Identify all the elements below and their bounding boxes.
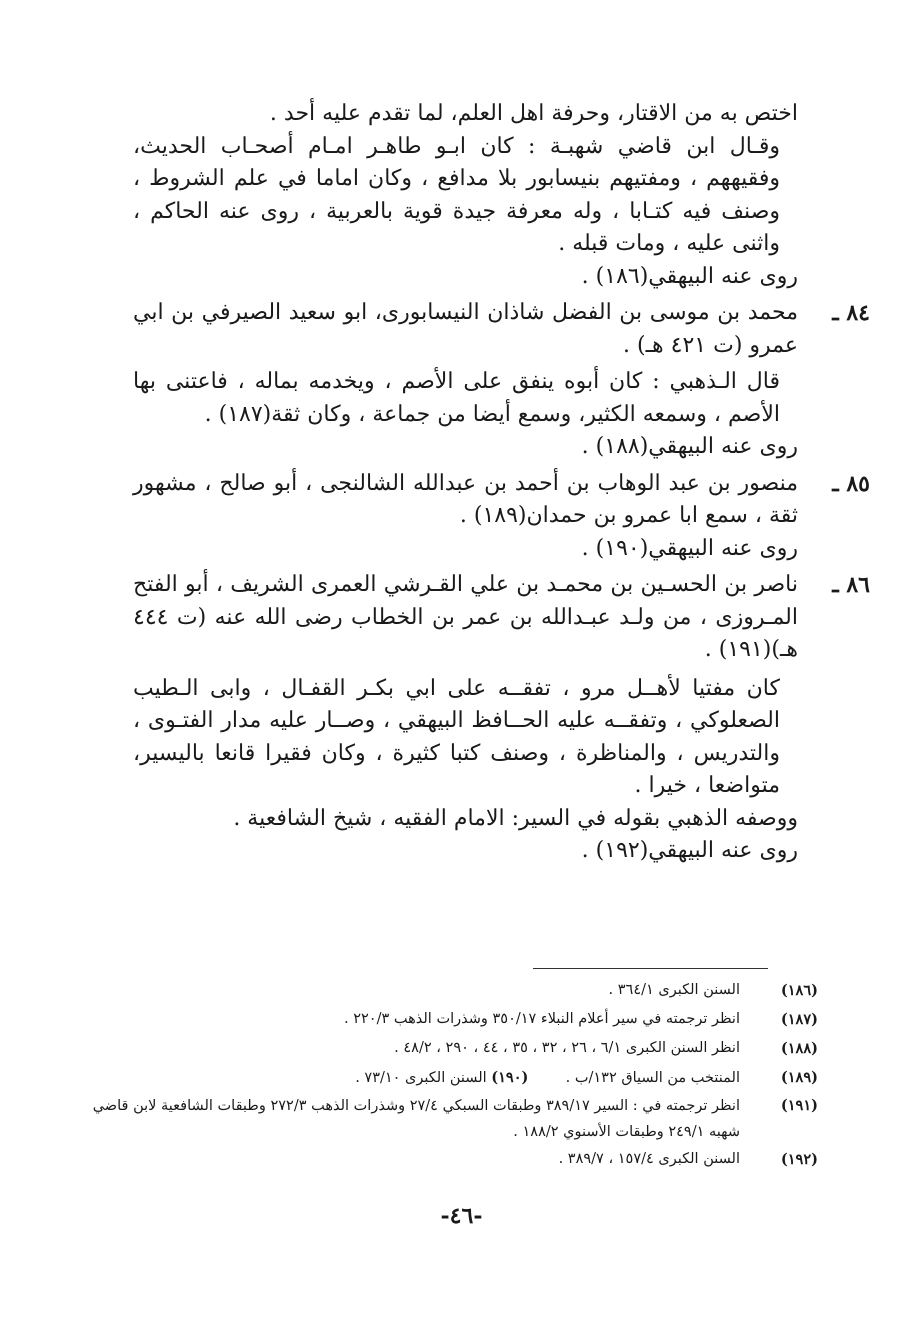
- entry-number: ٨٤ ـ: [832, 300, 870, 326]
- footnote-number: (١٨٧): [780, 1011, 818, 1028]
- entry-paragraph: قال الـذهبي : كان أبوه ينفق على الأصم ، ويخدمه بماله ، فاعتنى بها الأصم ، وسمعه الكثير، وسمع أيضا من جماعة ، وكان ثقة(١٨٧) .: [133, 369, 780, 427]
- entry-paragraph: روى عنه البيهقي(١٨٨) .: [581, 434, 798, 459]
- footnote-text: السنن الكبرى ١٥٧/٤ ، ٣٨٩/٧ .: [558, 1151, 740, 1167]
- entry-number: ٨٦ ـ: [832, 572, 870, 598]
- entry-number: ٨٥ ـ: [832, 470, 870, 497]
- footnote-text: المنتخب من السياق ١٣٢/ب .: [565, 1070, 740, 1086]
- entry-paragraph: روى عنه البيهقي(١٩٠) .: [581, 535, 798, 561]
- footnote-number: (١٨٩): [780, 1069, 818, 1086]
- entry-paragraph: كان مفتيا لأهــل مرو ، تفقــه على ابي بكـر القفـال ، وابى الـطيب الصعلوكي ، وتفقــه عليه الحــافظ البيهقي ، وصــار عليه مدار الفتـوى ، والتدريس ، والمناظرة ، وصنف كتبا كثيرة ، وكان فقيرا قانعا باليسير، متواضعا ، خيرا .: [133, 675, 780, 798]
- intro-paragraph-2: وقـال ابن قاضي شهبـة : كان ابـو طاهـر امـام أصحـاب الحديث، وفقيههم ، ومفتيهم بنيسابور بلا مدافع ، وكان اماما في علم الشروط ، وصنف فيه كتـابا ، وله معرفة جيدة قوية بالعربية ، روى عنه الحاكم ، واثنى عليه ، ومات قبله .: [133, 133, 780, 256]
- entry-84: [133, 297, 870, 464]
- footnote-number: (١٩٢): [780, 1151, 818, 1168]
- entry-heading: محمد بن موسى بن الفضل شاذان النيسابورى، ابو سعيد الصيرفي بن ابي عمرو (ت ٤٢١ هـ) .: [133, 300, 798, 358]
- footnote-text: انظر ترجمته في سير أعلام النبلاء ٣٥٠/١٧ وشذرات الذهب ٢٢٠/٣ .: [344, 1011, 740, 1027]
- footnote-number-190: (١٩٠): [491, 1069, 529, 1086]
- footnote-number: (١٨٦): [780, 982, 818, 999]
- entry-86: [133, 569, 870, 868]
- footnote-number: (١٨٨): [780, 1040, 818, 1057]
- footnote-188: [83, 1034, 818, 1063]
- footnotes: [83, 976, 818, 1174]
- footnote-191: [83, 1093, 818, 1145]
- footnote-189-190: [83, 1063, 818, 1093]
- footnote-text: السنن الكبرى ٣٦٤/١ .: [608, 982, 740, 998]
- intro-paragraph-1: اختص به من الاقتار، وحرفة اهل العلم، لما تقدم عليه أحد .: [269, 101, 798, 126]
- entry-85: [133, 468, 870, 566]
- entry-paragraph: روى عنه البيهقي(١٩٢) .: [581, 838, 798, 863]
- entry-paragraph: ووصفه الذهبي بقوله في السير: الامام الفقيه ، شيخ الشافعية .: [233, 805, 798, 831]
- intro-paragraph-3: روى عنه البيهقي(١٨٦) .: [581, 263, 798, 289]
- footnote-192: [83, 1145, 818, 1174]
- footnote-divider: [533, 968, 768, 969]
- main-text: [133, 98, 870, 868]
- footnote-186: [83, 976, 818, 1005]
- footnote-text: انظر السنن الكبرى ٦/١ ، ٢٦ ، ٣٢ ، ٣٥ ، ٤٤ ، ٢٩٠ ، ٤٨/٢ .: [394, 1040, 740, 1056]
- entry-heading: منصور بن عبد الوهاب بن أحمد بن عبدالله الشالنجى ، أبو صالح ، مشهور ثقة ، سمع ابا عمرو بن حمدان(١٨٩) .: [133, 470, 798, 528]
- page-number: -٤٦-: [440, 1203, 483, 1229]
- footnote-text-190: السنن الكبرى ٧٣/١٠ .: [355, 1070, 487, 1086]
- footnote-text: انظر ترجمته في : السير ٣٨٩/١٧ وطبقات السبكي ٢٧/٤ وشذرات الذهب ٢٧٢/٣ وطبقات الشافعية لابن قاضي شهبه ٢٤٩/١ وطبقات الأسنوي ١٨٨/٢ .: [92, 1098, 740, 1140]
- entry-heading: ناصر بن الحسـين بن محمـد بن علي القـرشي العمرى الشريف ، أبو الفتح المـروزى ، من ولـد عبـدالله بن عمر بن الخطاب رضى الله عنه (ت ٤٤٤ هـ)(١٩١) .: [133, 572, 798, 662]
- footnote-number: (١٩١): [780, 1097, 818, 1114]
- footnote-187: [83, 1005, 818, 1034]
